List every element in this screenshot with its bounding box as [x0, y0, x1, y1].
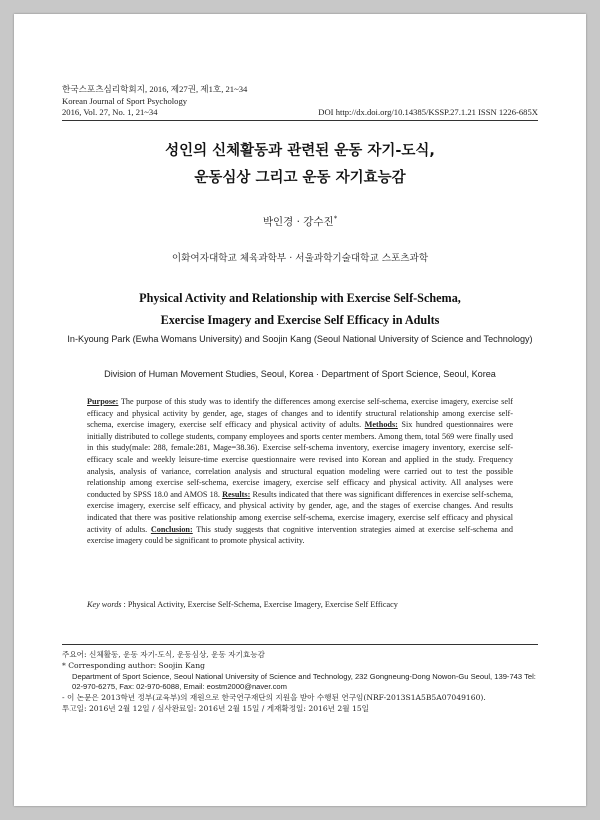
- doi-issn: DOI http://dx.doi.org/10.14385/KSSP.27.1.21 ISSN 1226-685X: [318, 107, 538, 117]
- results-label: Results:: [222, 489, 251, 499]
- keywords: [87, 600, 513, 609]
- corresponding-author: * Corresponding author: Soojin Kang: [62, 660, 205, 670]
- keywords-text: : Physical Activity, Exercise Self-Schema, Exercise Imagery, Exercise Self Efficacy: [121, 600, 398, 609]
- affiliation-korean: 이화여자대학교 체육과학부 · 서울과학기술대학교 스포츠과학: [171, 253, 429, 264]
- purpose-text: The purpose of this study was to identify the differences among exercise self-schema, exercise imagery, exercise self efficacy and physical activity by gender, age, stages of changes and to identify structural relationship among exercise self-schema, exercise imagery, exercise self efficacy and physical activity of adults.: [87, 397, 513, 430]
- keywords-korean: 주요어: 신체활동, 운동 자기-도식, 운동심상, 운동 자기효능감: [62, 650, 265, 659]
- keywords-label: Key words: [87, 600, 122, 609]
- title-korean-line1: 성인의 신체활동과 관련된 운동 자기-도식,: [165, 143, 435, 159]
- authors-korean-names: 박인경 · 강수진: [262, 216, 334, 228]
- title-english-line2: Exercise Imagery and Exercise Self Efficacy in Adults: [160, 313, 440, 327]
- title-korean-line2: 운동심상 그리고 운동 자기효능감: [194, 170, 406, 186]
- authors-english: In-Kyoung Park (Ewha Womans University) and Soojin Kang (Seoul National University of Science and Technology): [67, 334, 533, 344]
- conclusion-text: This study suggests that cognitive intervention strategies aimed at exercise self-schema and exercise imagery could be significant to promote physical activity.: [87, 524, 513, 546]
- corresponding-mark: *: [333, 214, 338, 223]
- results-text: Results indicated that there was significant differences in exercise self-schema, exercise imagery, exercise self efficacy, and physical activity by gender, age, and the stages of exercise changes. And results indicated that there was positive relationship among exercise self-schema, exercise imagery, exercise self efficacy and physical activity of adults.: [87, 489, 513, 534]
- methods-label: Methods:: [364, 420, 398, 430]
- author-address: Department of Sport Science, Seoul National University of Science and Technology, 232 Gongneung-Dong Nowon-Gu Seoul, 139-743 Tel: 02-970-6275, Fax: 02-970-6088, Email: eostm2000@naver.com: [72, 671, 536, 692]
- abstract: [87, 396, 513, 547]
- journal-name-en: Korean Journal of Sport Psychology: [62, 95, 188, 106]
- methods-text: Six hundred questionnaires were initially distributed to college students, company employees and sports center members. Among them, total 569 were finally used in this study(male: 288, female:281, Mage=38.36). Exercise self-schema inventory, exercise imagery inventory, exercise self-efficacy scale and weekly leisure-time exercise questionnaire were revised into Korean and applied in the study. Frequency analysis, analysis of variance, correlation analysis and structural equation modeling were carried out to test the possible relationship among exercise self-schema, exercise imagery, exercise self efficacy and physical activity. All analyses were conducted by SPSS 18.0 and AMOS 18.: [87, 420, 513, 499]
- footnotes: [62, 650, 540, 715]
- funding-note: - 이 논문은 2013학년 정부(교육부)의 재원으로 한국연구재단의 지원을 받아 수행된 연구임(NRF-2013S1A5B5A07049160).: [62, 693, 486, 703]
- journal-name-ko: 한국스포츠심리학회지, 2016, 제27권, 제1호, 21~34: [62, 84, 248, 94]
- authors-korean: [54, 214, 546, 229]
- paper-page: [14, 14, 586, 806]
- journal-volume: 2016, Vol. 27, No. 1, 21~34: [62, 107, 158, 117]
- header-divider: [62, 120, 538, 121]
- title-english: [54, 287, 546, 331]
- purpose-label: Purpose:: [87, 397, 119, 406]
- title-english-line1: Physical Activity and Relationship with Exercise Self-Schema,: [139, 291, 461, 305]
- journal-header: [62, 84, 538, 119]
- title-korean: [54, 138, 546, 192]
- submission-dates: 투고일: 2016년 2월 12일 / 심사완료일: 2016년 2월 15일 / 게재확정일: 2016년 2월 15일: [62, 703, 370, 713]
- footer-divider: [62, 644, 538, 645]
- affiliation-english: Division of Human Movement Studies, Seoul, Korea · Department of Sport Science, Seoul, Korea: [104, 369, 496, 379]
- conclusion-label: Conclusion:: [150, 524, 193, 534]
